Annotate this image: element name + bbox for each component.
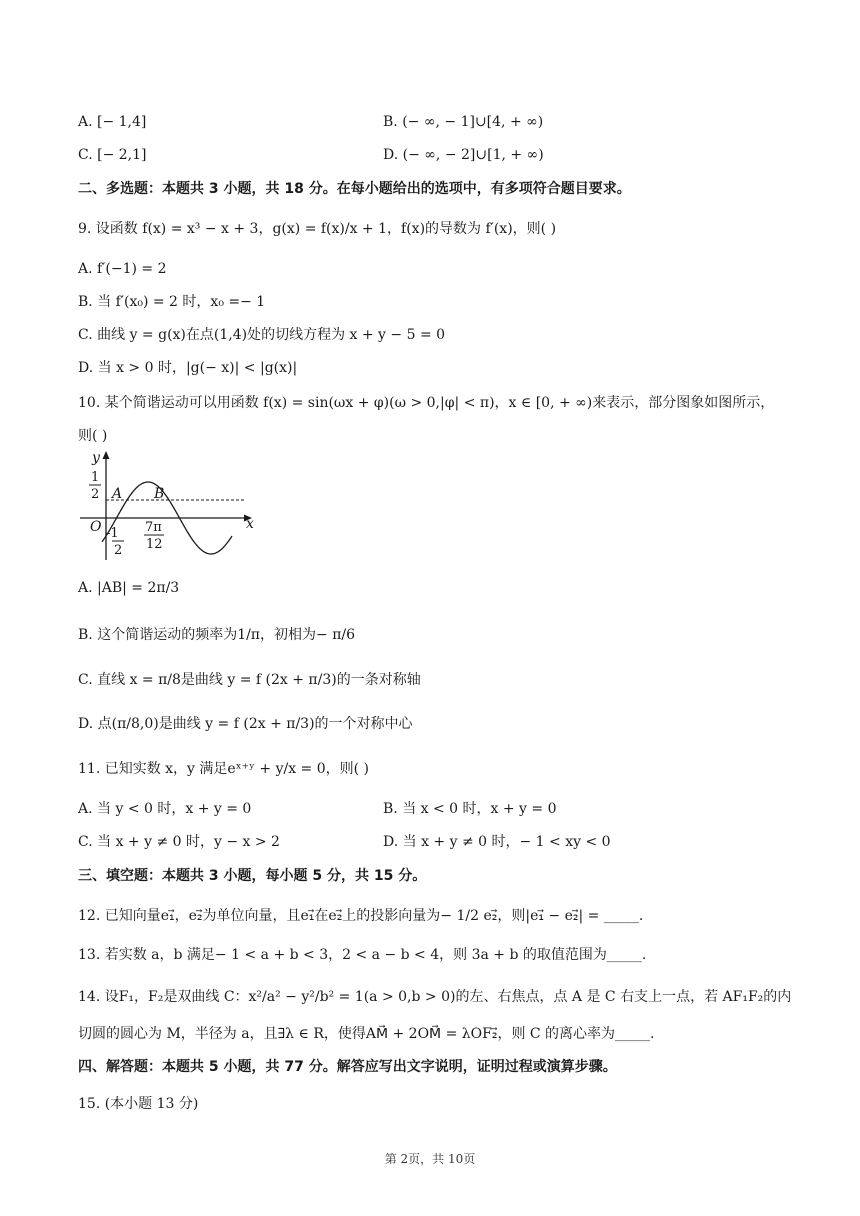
x-axis-label: x [246, 516, 254, 532]
point-b-label: B [154, 486, 165, 502]
option-10c: C. 直线 x = π/8是曲线 y = f (2x + π/3)的一条对称轴 [78, 672, 421, 688]
option-9a: A. f′(−1) = 2 [78, 261, 167, 277]
option-9b: B. 当 f′(x₀) = 2 时，x₀ =− 1 [78, 294, 266, 310]
question-11-stem: 11. 已知实数 x，y 满足eˣ⁺ʸ + y/x = 0，则( ) [78, 761, 370, 777]
question-10-stem-cont: 则( ) [78, 428, 108, 444]
question-9-stem: 9. 设函数 f(x) = x³ − x + 3，g(x) = f(x)/x + 1，f(x)的导数为 f′(x)，则( ) [78, 221, 557, 237]
option-8b: B. (− ∞, − 1]∪[4, + ∞) [383, 114, 544, 130]
option-11b: B. 当 x < 0 时，x + y = 0 [383, 801, 557, 817]
page-footer: 第 2页，共 10页 [384, 1152, 476, 1166]
option-8c: C. [− 2,1] [78, 147, 147, 163]
question-14-line2: 切圆的圆心为 M，半径为 a，且∃λ ∈ R，使得AM⃗ + 2OM⃗ = λOF₂⃗，则 C 的离心率为_____. [78, 1026, 655, 1042]
option-10a: A. |AB| = 2π/3 [78, 580, 180, 596]
question-15-heading: 15. (本小题 13 分) [78, 1096, 199, 1112]
tick-label-num: 7π [145, 520, 162, 535]
section-heading-solutions: 四、解答题：本题共 5 小题，共 77 分。解答应写出文字说明，证明过程或演算步骤。 [78, 1059, 617, 1075]
option-10d: D. 点(π/8,0)是曲线 y = f (2x + π/3)的一个对称中心 [78, 716, 413, 732]
tick-label-den: 12 [146, 537, 163, 552]
section-heading-fill-in: 三、填空题：本题共 3 小题，每小题 5 分，共 15 分。 [78, 868, 427, 884]
neg-half-label-den: 2 [114, 543, 123, 558]
half-label-den: 2 [91, 487, 100, 502]
question-10-stem: 10. 某个简谐运动可以用函数 f(x) = sin(ωx + φ)(ω > 0,|φ| < π)，x ∈ [0, + ∞)来表示，部分图象如图所示， [78, 395, 775, 411]
option-11d: D. 当 x + y ≠ 0 时，− 1 < xy < 0 [383, 834, 611, 850]
option-11a: A. 当 y < 0 时，x + y = 0 [78, 801, 252, 817]
question-12: 12. 已知向量e₁⃗，e₂⃗为单位向量，且e₁⃗在e₂⃗上的投影向量为− 1/2 e₂⃗，则|e₁⃗ − e₂⃗| = _____. [78, 908, 644, 924]
option-8d: D. (− ∞, − 2]∪[1, + ∞) [383, 147, 544, 163]
sine-graph [78, 448, 263, 568]
question-14-line1: 14. 设F₁，F₂是双曲线 C：x²/a² − y²/b² = 1(a > 0,b > 0)的左、右焦点，点 A 是 C 右支上一点，若 AF₁F₂的内 [78, 989, 792, 1005]
option-9c: C. 曲线 y = g(x)在点(1,4)处的切线方程为 x + y − 5 = 0 [78, 327, 446, 343]
option-10b: B. 这个简谐运动的频率为1/π，初相为− π/6 [78, 627, 356, 643]
section-heading-multiple-choice: 二、多选题：本题共 3 小题，共 18 分。在每小题给出的选项中，有多项符合题目要求。 [78, 181, 631, 197]
question-13: 13. 若实数 a，b 满足− 1 < a + b < 3，2 < a − b < 4，则 3a + b 的取值范围为_____. [78, 947, 647, 963]
y-axis-label: y [92, 450, 100, 466]
half-label-num: 1 [91, 470, 100, 485]
origin-label: O [90, 519, 102, 535]
point-a-label: A [112, 486, 123, 502]
option-8a: A. [− 1,4] [78, 114, 147, 130]
y-axis-arrow [103, 451, 110, 459]
neg-half-label-num: -1 [106, 526, 119, 541]
option-9d: D. 当 x > 0 时，|g(− x)| < |g(x)| [78, 360, 298, 376]
option-11c: C. 当 x + y ≠ 0 时，y − x > 2 [78, 834, 280, 850]
